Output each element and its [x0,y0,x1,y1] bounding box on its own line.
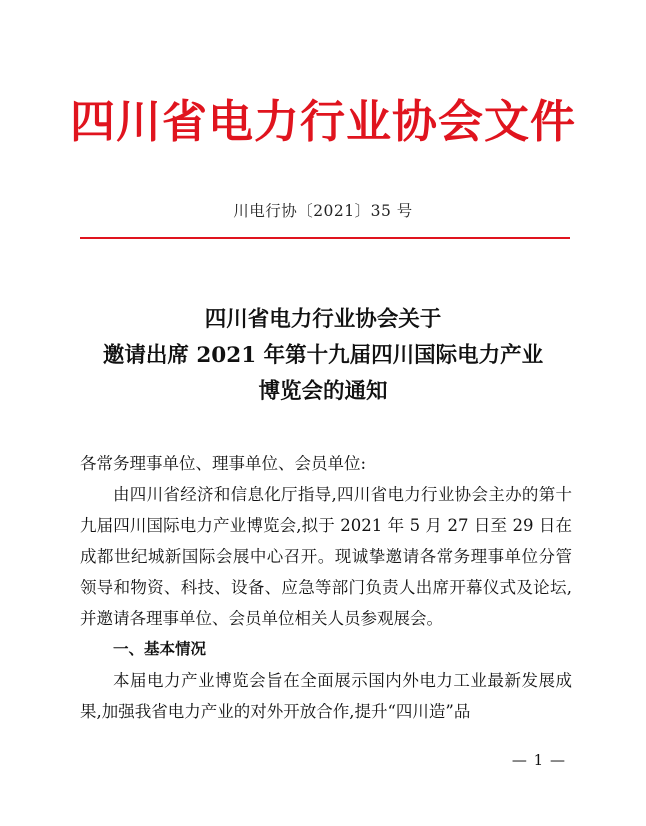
notice-title-line-3: 博览会的通知 [258,379,388,404]
notice-title-line-2: 邀请出席 2021 年第十九届四川国际电力产业 [102,343,544,368]
document-header-title: 四川省电力行业协会文件 [69,95,576,148]
body-paragraph-2: 本届电力产业博览会旨在全面展示国内外电力工业最新发展成果,加强我省电力产业的对外开放合作,提升“四川造”品 [80,671,572,721]
body-paragraph-1: 由四川省经济和信息化厅指导,四川省电力行业协会主办的第十九届四川国际电力产业博览会,拟于 2021 年 5 月 27 日至 29 日在成都世纪城新国际会展中心召开。现诚挚邀请各常务理事单位分管领导和物资、科技、设备、应急等部门负责人出席开幕仪式及论坛,并邀请各理事单位、会员单位相关人员参观展会。 [80,485,572,628]
notice-body [80,448,572,727]
red-divider-line [80,237,570,239]
page-number: — 1 — [511,751,566,769]
document-number: 川电行协〔2021〕35 号 [233,202,413,220]
notice-title [0,302,646,410]
section-heading-basic-info: 一、基本情况 [113,640,207,658]
notice-title-line-1: 四川省电力行业协会关于 [204,307,442,332]
salutation: 各常务理事单位、理事单位、会员单位: [80,454,367,473]
